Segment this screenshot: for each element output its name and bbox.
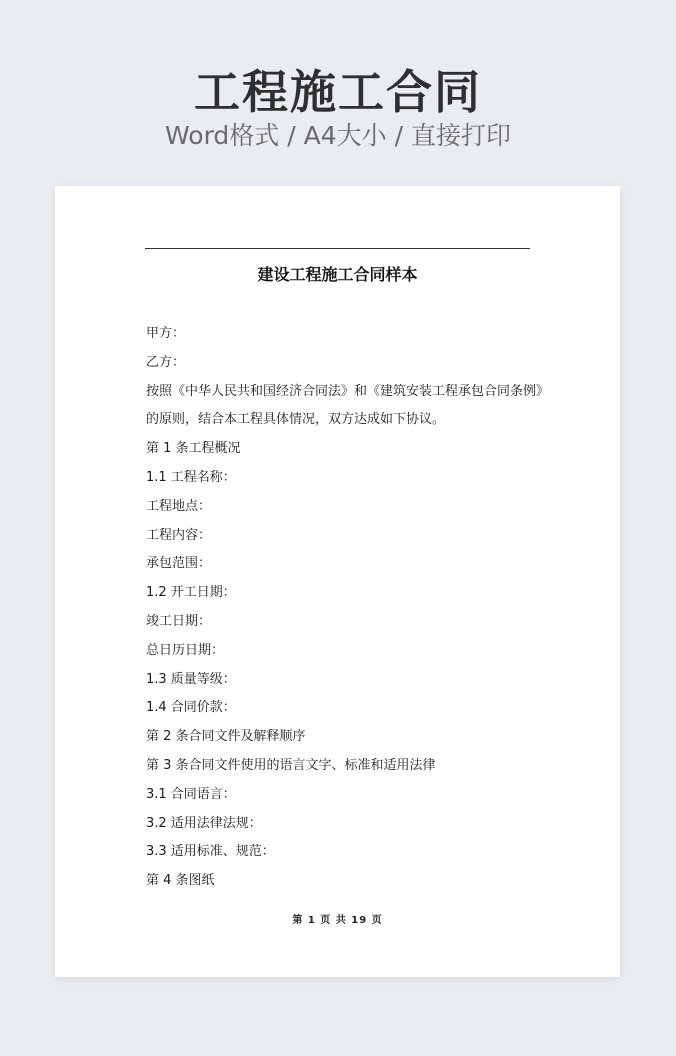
body-line: 第 1 条工程概况 [146,441,241,457]
body-line: 第 3 条合同文件使用的语言文字、标准和适用法律 [146,757,436,773]
body-line: 甲方： [146,326,186,341]
body-line: 3.3 适用标准、规范： [146,844,275,860]
header-rule [145,248,530,249]
body-line: 承包范围： [146,556,212,572]
body-line: 1.4 合同价款： [146,700,236,716]
document-page [55,186,620,977]
document-title: 建设工程施工合同样本 [257,265,418,284]
body-line: 第 4 条图纸 [146,873,215,889]
body-line: 3.1 合同语言： [146,786,236,802]
body-line: 竣工日期： [146,613,212,629]
banner-title: 工程施工合同 [194,65,482,119]
body-line: 按照《中华人民共和国经济合同法》和《建筑安装工程承包合同条例》 [146,383,550,399]
body-line: 1.3 质量等级： [146,671,236,687]
body-line: 的原则，结合本工程具体情况，双方达成如下协议。 [146,412,446,428]
body-line: 乙方： [146,354,186,370]
page-number-footer: 第 1 页 共 19 页 [292,915,383,926]
body-line: 工程地点： [146,498,212,514]
body-line: 工程内容： [146,527,212,543]
body-line: 总日历日期： [146,642,225,658]
body-line: 3.2 适用法律法规： [146,815,262,831]
body-line: 1.2 开工日期： [146,585,236,601]
banner-subtitle: Word格式 / A4大小 / 直接打印 [165,121,511,150]
body-line: 1.1 工程名称： [146,469,236,485]
body-line: 第 2 条合同文件及解释顺序 [146,729,306,745]
document-body [146,320,550,896]
